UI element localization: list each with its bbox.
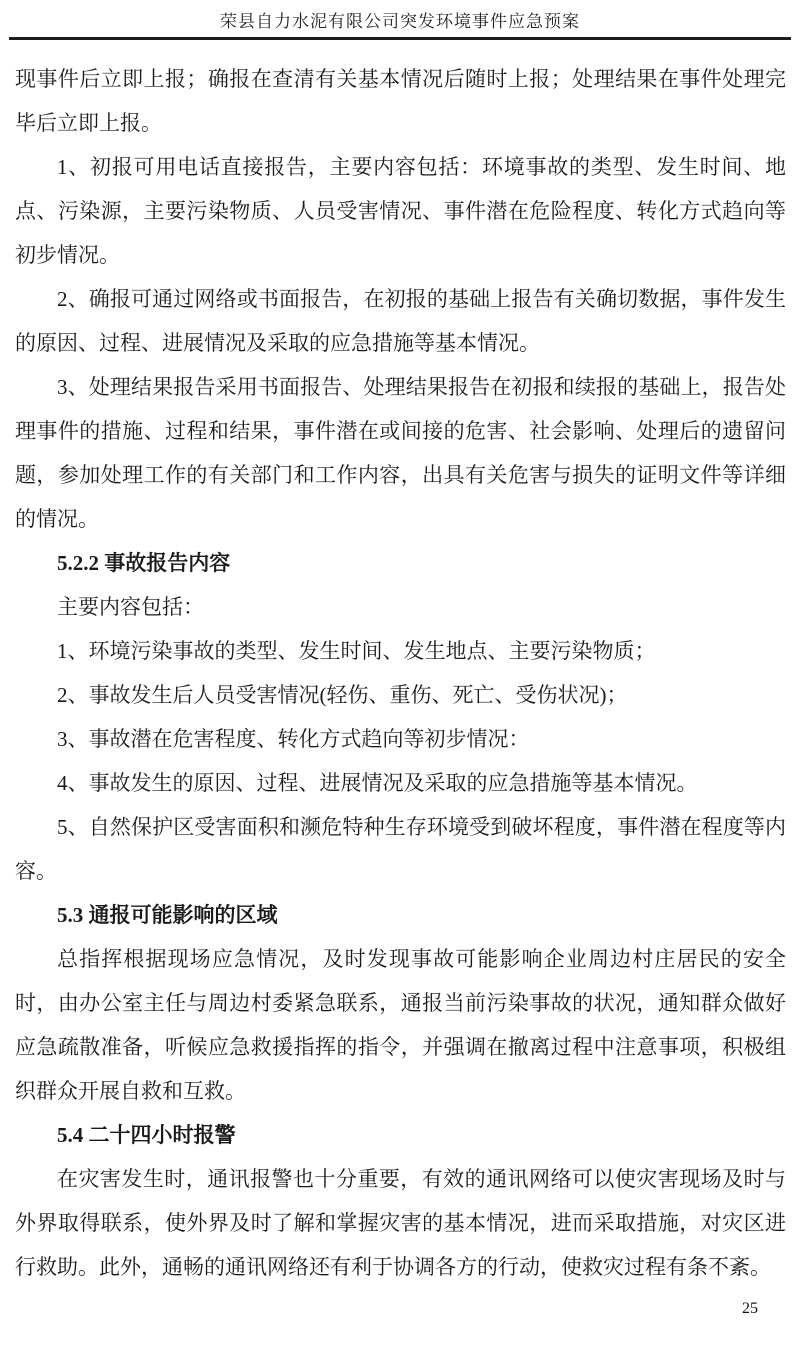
page-number: 25	[742, 1300, 758, 1317]
paragraph-initial-report: 1、初报可用电话直接报告，主要内容包括：环境事故的类型、发生时间、地点、污染源，主要污染物质、人员受害情况、事件潜在危险程度、转化方式趋向等初步情况。	[15, 155, 786, 267]
section-heading-5-4: 5.4 二十四小时报警	[57, 1123, 236, 1147]
paragraph-result-report: 3、处理结果报告采用书面报告、处理结果报告在初报和续报的基础上，报告处理事件的措施、过程和结果，事件潜在或间接的危害、社会影响、处理后的遗留问题，参加处理工作的有关部门和工作内容，出具有关危害与损失的证明文件等详细的情况。	[15, 375, 786, 531]
page-header-title: 荣县自力水泥有限公司突发环境事件应急预案	[220, 12, 580, 31]
paragraph-report-timing: 现事件后立即上报；确报在查清有关基本情况后随时上报；处理结果在事件处理完毕后立即上报。	[15, 67, 786, 135]
list-item-1: 1、环境污染事故的类型、发生时间、发生地点、主要污染物质；	[57, 639, 656, 663]
list-item-2: 2、事故发生后人员受害情况(轻伤、重伤、死亡、受伤状况)；	[57, 683, 628, 707]
list-item-5: 5、自然保护区受害面积和濒危特种生存环境受到破坏程度，事件潜在程度等内容。	[15, 815, 786, 883]
list-item-4: 4、事故发生的原因、过程、进展情况及采取的应急措施等基本情况。	[57, 771, 698, 795]
section-heading-5-2-2: 5.2.2 事故报告内容	[57, 551, 231, 575]
paragraph-notify-affected-area: 总指挥根据现场应急情况，及时发现事故可能影响企业周边村庄居民的安全时，由办公室主任与周边村委紧急联系，通报当前污染事故的状况，通知群众做好应急疏散准备，听候应急救援指挥的指令，并强调在撤离过程中注意事项，积极组织群众开展自救和互救。	[15, 947, 786, 1103]
document-body	[0, 40, 800, 1289]
paragraph-confirmation-report: 2、确报可通过网络或书面报告，在初报的基础上报告有关确切数据，事件发生的原因、过程、进展情况及采取的应急措施等基本情况。	[15, 287, 786, 355]
list-item-3: 3、事故潜在危害程度、转化方式趋向等初步情况：	[57, 727, 530, 751]
paragraph-main-content-intro: 主要内容包括：	[57, 595, 204, 619]
section-heading-5-3: 5.3 通报可能影响的区域	[57, 903, 278, 927]
paragraph-24h-alarm: 在灾害发生时，通讯报警也十分重要，有效的通讯网络可以使灾害现场及时与外界取得联系，使外界及时了解和掌握灾害的基本情况，进而采取措施，对灾区进行救助。此外，通畅的通讯网络还有利于协调各方的行动，使救灾过程有条不紊。	[15, 1167, 786, 1279]
